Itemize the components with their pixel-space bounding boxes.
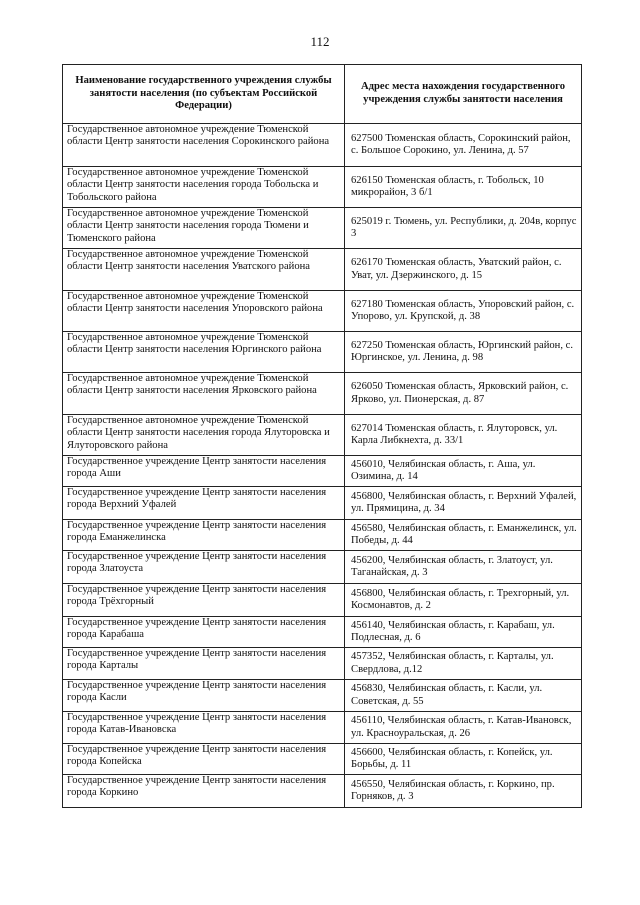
table-row xyxy=(63,167,582,208)
table-row xyxy=(63,487,582,520)
table-row xyxy=(63,617,582,648)
address-cell: 456800, Челябинская область, г. Верхний Уфалей, ул. Прямицина, д. 34 xyxy=(345,487,582,520)
table-row xyxy=(63,744,582,775)
address-cell: 627250 Тюменская область, Юргинский район, с. Юргинское, ул. Ленина, д. 98 xyxy=(345,332,582,373)
address-cell: 456200, Челябинская область, г. Златоуст, ул. Таганайская, д. 3 xyxy=(345,551,582,584)
address-cell: 627014 Тюменская область, г. Ялуторовск, ул. Карла Либкнехта, д. 33/1 xyxy=(345,415,582,456)
institution-name-cell: Государственное учреждение Центр занятости населения города Верхний Уфалей xyxy=(63,487,345,520)
institution-name-cell: Государственное учреждение Центр занятости населения города Касли xyxy=(63,680,345,712)
table-row xyxy=(63,584,582,617)
institution-name-cell: Государственное учреждение Центр занятости населения города Катав-Ивановска xyxy=(63,712,345,744)
institution-name-cell: Государственное автономное учреждение Тюменской области Центр занятости населения Сорокинского района xyxy=(63,124,345,167)
address-cell: 456580, Челябинская область, г. Еманжелинск, ул. Победы, д. 44 xyxy=(345,520,582,551)
table-row xyxy=(63,551,582,584)
table-row xyxy=(63,680,582,712)
table-row xyxy=(63,291,582,332)
address-cell: 456110, Челябинская область, г. Катав-Ивановск, ул. Красноуральская, д. 26 xyxy=(345,712,582,744)
employment-centers-table xyxy=(62,64,582,808)
institution-name-cell: Государственное автономное учреждение Тюменской области Центр занятости населения Уватского района xyxy=(63,249,345,291)
address-cell: 456010, Челябинская область, г. Аша, ул. Озимина, д. 14 xyxy=(345,456,582,487)
institution-name-cell: Государственное учреждение Центр занятости населения города Златоуста xyxy=(63,551,345,584)
header-address: Адрес места нахождения государственного учреждения службы занятости населения xyxy=(345,65,582,124)
address-cell: 625019 г. Тюмень, ул. Республики, д. 204в, корпус 3 xyxy=(345,208,582,249)
institution-name-cell: Государственное автономное учреждение Тюменской области Центр занятости населения Юргинского района xyxy=(63,332,345,373)
table-row xyxy=(63,332,582,373)
table-row xyxy=(63,520,582,551)
address-cell: 456140, Челябинская область, г. Карабаш, ул. Подлесная, д. 6 xyxy=(345,617,582,648)
address-cell: 457352, Челябинская область, г. Карталы, ул. Свердлова, д.12 xyxy=(345,648,582,680)
address-cell: 627180 Тюменская область, Упоровский район, с. Упорово, ул. Крупской, д. 38 xyxy=(345,291,582,332)
institution-name-cell: Государственное учреждение Центр занятости населения города Карталы xyxy=(63,648,345,680)
address-cell: 626150 Тюменская область, г. Тобольск, 10 микрорайон, 3 б/1 xyxy=(345,167,582,208)
institution-name-cell: Государственное учреждение Центр занятости населения города Карабаша xyxy=(63,617,345,648)
institution-name-cell: Государственное учреждение Центр занятости населения города Трёхгорный xyxy=(63,584,345,617)
institution-name-cell: Государственное автономное учреждение Тюменской области Центр занятости населения города Тюмени и Тюменского района xyxy=(63,208,345,249)
address-cell: 456830, Челябинская область, г. Касли, ул. Советская, д. 55 xyxy=(345,680,582,712)
institution-name-cell: Государственное учреждение Центр занятости населения города Коркино xyxy=(63,775,345,808)
table-row xyxy=(63,124,582,167)
institution-name-cell: Государственное учреждение Центр занятости населения города Аши xyxy=(63,456,345,487)
institution-name-cell: Государственное автономное учреждение Тюменской области Центр занятости населения города Тобольска и Тобольского района xyxy=(63,167,345,208)
address-cell: 626050 Тюменская область, Ярковский район, с. Ярково, ул. Пионерская, д. 87 xyxy=(345,373,582,415)
institution-name-cell: Государственное учреждение Центр занятости населения города Копейска xyxy=(63,744,345,775)
table-row xyxy=(63,373,582,415)
table-header-row xyxy=(63,65,582,124)
table-row xyxy=(63,712,582,744)
table-row xyxy=(63,249,582,291)
institution-name-cell: Государственное учреждение Центр занятости населения города Еманжелинска xyxy=(63,520,345,551)
address-cell: 456550, Челябинская область, г. Коркино, пр. Горняков, д. 3 xyxy=(345,775,582,808)
address-cell: 627500 Тюменская область, Сорокинский район, с. Большое Сорокино, ул. Ленина, д. 57 xyxy=(345,124,582,167)
institution-name-cell: Государственное автономное учреждение Тюменской области Центр занятости населения города Ялуторовска и Ялуторовского района xyxy=(63,415,345,456)
table-row xyxy=(63,415,582,456)
page-number: 112 xyxy=(310,34,330,49)
table-row xyxy=(63,456,582,487)
address-cell: 456600, Челябинская область, г. Копейск, ул. Борьбы, д. 11 xyxy=(345,744,582,775)
table-body xyxy=(63,124,582,808)
institution-name-cell: Государственное автономное учреждение Тюменской области Центр занятости населения Ярковского района xyxy=(63,373,345,415)
address-cell: 626170 Тюменская область, Уватский район, с. Уват, ул. Дзержинского, д. 15 xyxy=(345,249,582,291)
address-cell: 456800, Челябинская область, г. Трехгорный, ул. Космонавтов, д. 2 xyxy=(345,584,582,617)
institution-name-cell: Государственное автономное учреждение Тюменской области Центр занятости населения Упоровского района xyxy=(63,291,345,332)
header-institution-name: Наименование государственного учреждения службы занятости населения (по субъектам Российской Федерации) xyxy=(63,65,345,124)
table-row xyxy=(63,208,582,249)
table-row xyxy=(63,648,582,680)
table-row xyxy=(63,775,582,808)
